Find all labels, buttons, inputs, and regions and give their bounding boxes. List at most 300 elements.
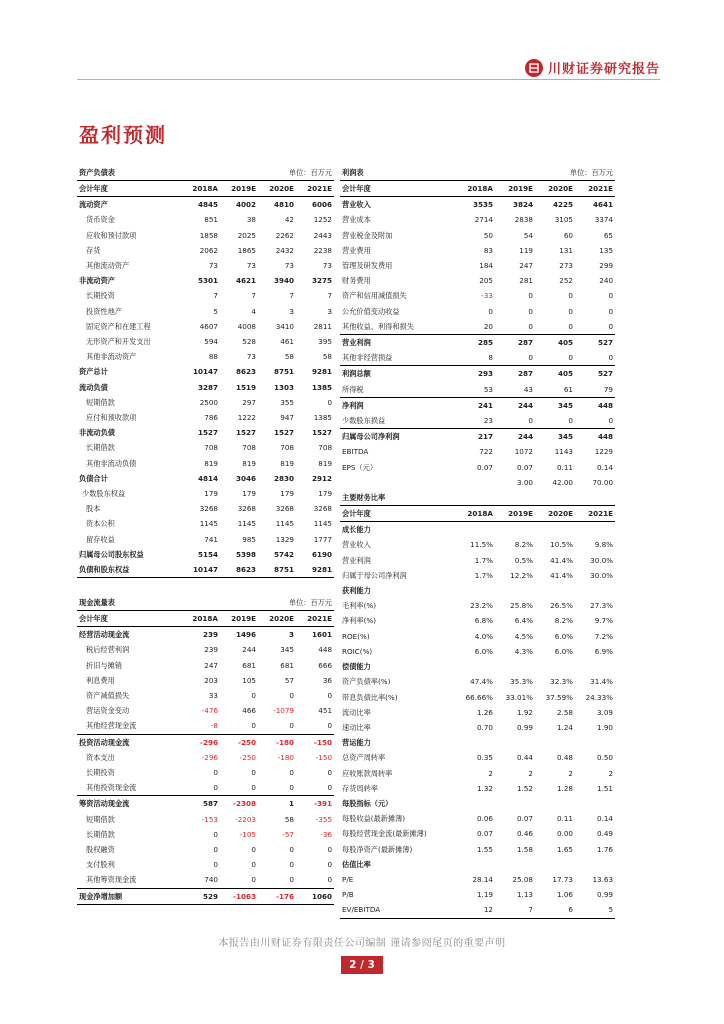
cell-value: 4607 bbox=[199, 321, 218, 331]
cell-value: 247 bbox=[519, 261, 533, 271]
cell-value: -296 bbox=[182, 734, 220, 750]
cell-value: 0 bbox=[251, 875, 256, 885]
brand-name: 川财证券研究报告 bbox=[547, 62, 660, 77]
table-title: 资产负债表 bbox=[79, 168, 115, 177]
cell-value: -150 bbox=[315, 752, 333, 762]
row-label: 长期借款 bbox=[86, 829, 115, 839]
cell-value: 12.2% bbox=[510, 570, 533, 580]
cell-value: 1.76 bbox=[597, 844, 614, 854]
cell-value: 0 bbox=[327, 845, 333, 855]
income-statement-table bbox=[340, 165, 615, 919]
cell-value: 217 bbox=[455, 429, 495, 445]
table-row bbox=[77, 765, 334, 780]
table-row bbox=[340, 413, 615, 429]
cell-value: 2062 bbox=[199, 245, 218, 255]
cell-value: 2830 bbox=[273, 473, 294, 483]
row-label: EPS（元） bbox=[342, 462, 378, 472]
cell-value: 0 bbox=[289, 768, 294, 778]
table-row bbox=[77, 780, 334, 796]
cell-value: 79 bbox=[603, 384, 614, 394]
table-title: 利润表 bbox=[342, 168, 364, 177]
table-row bbox=[77, 627, 334, 643]
cell-value: 0 bbox=[568, 416, 573, 426]
cell-value: 3824 bbox=[512, 200, 533, 210]
cell-value: -36 bbox=[320, 829, 333, 839]
row-label: 长期投资 bbox=[86, 291, 115, 301]
cell-value: 985 bbox=[242, 534, 256, 544]
cell-value: 1145 bbox=[237, 519, 256, 529]
cell-value: 33 bbox=[208, 691, 218, 701]
cell-value: 299 bbox=[599, 261, 614, 271]
table-row bbox=[77, 440, 334, 455]
row-label: 资本公积 bbox=[86, 519, 115, 529]
row-label: 无形资产和开发支出 bbox=[86, 337, 151, 347]
table-row bbox=[340, 781, 615, 796]
table-row bbox=[340, 613, 615, 628]
table-row bbox=[340, 335, 615, 351]
cell-value: 819 bbox=[204, 458, 218, 468]
cell-value: 1145 bbox=[313, 519, 333, 529]
column-header: 会计年度 bbox=[340, 506, 455, 522]
row-label: 短期借款 bbox=[86, 397, 115, 407]
cell-value: 7 bbox=[289, 291, 294, 301]
cell-value: -355 bbox=[315, 814, 333, 824]
unit-label: 单位：百万元 bbox=[288, 168, 333, 177]
cell-value: 2 bbox=[528, 768, 533, 778]
cell-value: 58 bbox=[284, 352, 294, 362]
cell-value: 297 bbox=[242, 397, 256, 407]
cell-value: 8 bbox=[488, 353, 493, 363]
cell-value: 131 bbox=[559, 245, 573, 255]
cell-value: 2 bbox=[608, 768, 614, 778]
cell-value: 0 bbox=[528, 291, 533, 301]
table-row bbox=[77, 501, 334, 516]
cell-value: 26.5% bbox=[550, 601, 573, 611]
cell-value: 11.5% bbox=[470, 540, 493, 550]
cell-value: 1.7% bbox=[474, 570, 493, 580]
cell-value: 345 bbox=[280, 645, 294, 655]
cell-value: -8 bbox=[210, 721, 218, 731]
cell-value: 461 bbox=[280, 337, 294, 347]
cell-value: 9281 bbox=[312, 367, 333, 377]
cell-value: 73 bbox=[284, 261, 294, 271]
cell-value: 1777 bbox=[313, 534, 333, 544]
cell-value: 2432 bbox=[275, 245, 294, 255]
row-label: 投资活动现金流 bbox=[77, 734, 182, 750]
cell-value: 0.5% bbox=[514, 555, 533, 565]
cell-value: 3287 bbox=[197, 382, 218, 392]
cell-value: 1143 bbox=[554, 447, 573, 457]
cell-value: 0 bbox=[213, 768, 218, 778]
cell-value: 0 bbox=[568, 353, 573, 363]
table-row bbox=[340, 629, 615, 644]
table-row bbox=[340, 902, 615, 918]
column-header: 2021E bbox=[296, 181, 334, 197]
cell-value: 1.28 bbox=[556, 783, 573, 793]
cell-value bbox=[455, 735, 495, 750]
cell-value: 1.32 bbox=[476, 783, 493, 793]
cell-value: 1527 bbox=[273, 428, 294, 438]
cell-value: 0 bbox=[327, 397, 333, 407]
cell-value: 0 bbox=[251, 768, 256, 778]
cell-value: 6.4% bbox=[514, 616, 533, 626]
cell-value: 239 bbox=[202, 630, 218, 640]
cell-value: 0.07 bbox=[516, 814, 533, 824]
row-label: EBITDA bbox=[342, 447, 369, 457]
column-header: 会计年度 bbox=[77, 181, 182, 197]
row-label: 财务费用 bbox=[342, 276, 371, 286]
row-label: 税后经营利润 bbox=[86, 645, 130, 655]
cell-value: 0 bbox=[608, 321, 614, 331]
cell-value: 1.13 bbox=[516, 890, 533, 900]
row-label: 其他收益、利得和损失 bbox=[342, 321, 414, 331]
table-row bbox=[340, 766, 615, 781]
cell-value: 0.00 bbox=[556, 829, 573, 839]
cell-value: 1858 bbox=[199, 230, 218, 240]
cell-value: 42.00 bbox=[552, 477, 573, 487]
cell-value: 3046 bbox=[235, 473, 256, 483]
cell-value: 10147 bbox=[192, 367, 218, 377]
header-brand bbox=[525, 58, 660, 77]
cell-value: -153 bbox=[201, 814, 218, 824]
row-label: 带息负债比率(%) bbox=[342, 692, 398, 702]
table-row bbox=[77, 842, 334, 857]
cell-value: -250 bbox=[220, 734, 258, 750]
row-label: 成长能力 bbox=[342, 525, 371, 535]
cell-value: 345 bbox=[535, 429, 575, 445]
cell-value: 0 bbox=[289, 875, 294, 885]
row-label: 非流动负债 bbox=[79, 428, 115, 438]
cell-value: 57 bbox=[284, 675, 294, 685]
cell-value: 3268 bbox=[313, 504, 333, 514]
column-header: 2019E bbox=[495, 181, 535, 197]
cell-value: 7 bbox=[327, 291, 333, 301]
column-header: 2018A bbox=[455, 506, 495, 522]
cell-value: 4814 bbox=[197, 473, 218, 483]
cell-value: 0 bbox=[251, 783, 256, 793]
table-row bbox=[340, 644, 615, 659]
cell-value: 355 bbox=[280, 397, 294, 407]
row-label: EV/EBITDA bbox=[340, 902, 455, 918]
row-label: 其他非流动负债 bbox=[86, 458, 137, 468]
table-row bbox=[77, 718, 334, 734]
cell-value bbox=[455, 857, 495, 872]
cell-value: 135 bbox=[599, 245, 614, 255]
cell-value: 252 bbox=[559, 276, 573, 286]
cell-value: 61 bbox=[563, 384, 573, 394]
row-label: 长期借款 bbox=[86, 443, 115, 453]
table-row bbox=[77, 872, 334, 888]
row-label: 资产和信用减值损失 bbox=[342, 291, 407, 301]
table-row bbox=[340, 705, 615, 720]
cell-value: 819 bbox=[242, 458, 256, 468]
row-label: 营业税金及附加 bbox=[342, 230, 393, 240]
column-header: 2019E bbox=[495, 506, 535, 522]
cell-value: 35.3% bbox=[510, 677, 533, 687]
cell-value: 4 bbox=[251, 306, 256, 316]
table-row bbox=[340, 243, 615, 258]
cell-value: 5 bbox=[575, 902, 615, 918]
cell-value: 17.73 bbox=[552, 874, 573, 884]
cell-value: 1222 bbox=[237, 413, 256, 423]
cell-value: 740 bbox=[204, 875, 218, 885]
cell-value: 0 bbox=[289, 783, 294, 793]
table-row bbox=[340, 197, 615, 213]
row-label: 营运资金变动 bbox=[86, 706, 130, 716]
footer-disclaimer: 本报告由川财证券有限责任公司编制 谨请参阅尾页的重要声明 bbox=[218, 938, 506, 949]
cell-value: 2 bbox=[488, 768, 493, 778]
row-label: ROIC(%) bbox=[342, 646, 373, 656]
cell-value: 38 bbox=[246, 215, 256, 225]
table-row bbox=[340, 228, 615, 243]
row-label: 营业利润 bbox=[342, 555, 371, 565]
cell-value: 73 bbox=[322, 261, 333, 271]
cell-value: -250 bbox=[239, 752, 256, 762]
cell-value: 10147 bbox=[182, 562, 220, 578]
cell-value bbox=[455, 522, 495, 538]
cell-value: 5398 bbox=[235, 549, 256, 559]
column-header: 2020E bbox=[535, 506, 575, 522]
cell-value: 83 bbox=[483, 245, 493, 255]
cell-value: 273 bbox=[559, 261, 573, 271]
row-label: 存货周转率 bbox=[342, 783, 378, 793]
table-row bbox=[340, 366, 615, 382]
cell-value: 20 bbox=[483, 321, 493, 331]
cell-value: 4621 bbox=[235, 276, 256, 286]
column-header: 会计年度 bbox=[77, 611, 182, 627]
cell-value: 3940 bbox=[273, 276, 294, 286]
cell-value bbox=[495, 522, 535, 538]
table-row bbox=[340, 553, 615, 568]
cell-value: 0 bbox=[327, 860, 333, 870]
column-header: 2021E bbox=[296, 611, 334, 627]
cell-value: 0.70 bbox=[476, 722, 493, 732]
row-label: P/E bbox=[342, 874, 354, 884]
cell-value: 0.06 bbox=[476, 814, 493, 824]
cell-value: 105 bbox=[242, 675, 256, 685]
cell-value bbox=[575, 583, 615, 598]
row-label: 少数股东损益 bbox=[342, 416, 386, 426]
unit-label: 单位：百万元 bbox=[288, 598, 333, 607]
table-row bbox=[340, 750, 615, 765]
cell-value: 448 bbox=[575, 397, 615, 413]
table-row bbox=[340, 460, 615, 475]
cell-value: 0 bbox=[213, 829, 218, 839]
cell-value: 3.09 bbox=[597, 707, 614, 717]
table-title-row bbox=[340, 165, 615, 181]
cell-value: 0.50 bbox=[597, 753, 614, 763]
row-label: 每股经营现金流(最新摊薄) bbox=[342, 829, 427, 839]
cell-value: 819 bbox=[318, 458, 333, 468]
cell-value: 0.99 bbox=[516, 722, 533, 732]
table-row bbox=[77, 364, 334, 379]
table-title: 现金流量表 bbox=[79, 598, 115, 607]
row-label: 流动资产 bbox=[79, 200, 108, 210]
column-header: 2019E bbox=[220, 181, 258, 197]
cell-value: 2443 bbox=[313, 230, 333, 240]
cell-value: 179 bbox=[204, 489, 218, 499]
cell-value bbox=[495, 857, 535, 872]
cell-value: 60 bbox=[563, 230, 573, 240]
cell-value: 3268 bbox=[199, 504, 218, 514]
column-header: 2020E bbox=[258, 181, 296, 197]
cell-value: 1865 bbox=[237, 245, 256, 255]
cell-value: 241 bbox=[455, 397, 495, 413]
cell-value: 0.07 bbox=[476, 829, 493, 839]
cell-value: 0 bbox=[528, 306, 533, 316]
table-row bbox=[340, 887, 615, 902]
table-row bbox=[77, 486, 334, 501]
cell-value: 30.0% bbox=[590, 555, 614, 565]
table-row bbox=[340, 674, 615, 689]
cell-value: 8.2% bbox=[554, 616, 573, 626]
cell-value: 0.07 bbox=[476, 462, 493, 472]
cell-value: 23.2% bbox=[470, 601, 493, 611]
cell-value: 8623 bbox=[220, 562, 258, 578]
cell-value: 9.7% bbox=[594, 616, 614, 626]
cell-value: 3105 bbox=[554, 215, 573, 225]
table-row bbox=[77, 796, 334, 812]
cell-value: 50 bbox=[483, 230, 493, 240]
row-label: 归属母公司股东权益 bbox=[79, 549, 144, 559]
cell-value: 1496 bbox=[235, 630, 256, 640]
cell-value: 4.3% bbox=[514, 646, 533, 656]
cell-value: 27.3% bbox=[590, 601, 614, 611]
cell-value: 24.33% bbox=[585, 692, 614, 702]
ratios-title: 主要财务比率 bbox=[342, 493, 386, 503]
column-header: 2020E bbox=[258, 611, 296, 627]
column-header: 2018A bbox=[182, 611, 220, 627]
cell-value: 2238 bbox=[313, 245, 333, 255]
cell-value: 179 bbox=[318, 489, 333, 499]
cell-value: 5 bbox=[213, 306, 218, 316]
table-row bbox=[77, 288, 334, 303]
row-label: 利息费用 bbox=[86, 675, 115, 685]
cell-value: 6.0% bbox=[554, 646, 573, 656]
column-header: 会计年度 bbox=[340, 181, 455, 197]
table-row bbox=[77, 212, 334, 227]
row-label bbox=[340, 475, 455, 490]
row-label: 短期借款 bbox=[86, 814, 115, 824]
table-row bbox=[77, 658, 334, 673]
cell-value: 65 bbox=[603, 230, 614, 240]
cell-value: 0 bbox=[608, 353, 614, 363]
cell-value: 0 bbox=[251, 691, 256, 701]
page-title: 盈利预测 bbox=[79, 123, 167, 147]
cell-value: 1.55 bbox=[476, 844, 493, 854]
cell-value: 1385 bbox=[312, 382, 333, 392]
row-label: 支付股利 bbox=[86, 860, 115, 870]
cell-value: 0 bbox=[327, 768, 333, 778]
cell-value: 0 bbox=[327, 875, 333, 885]
cell-value: 741 bbox=[204, 534, 218, 544]
cell-value: 1145 bbox=[275, 519, 294, 529]
column-header-row bbox=[77, 181, 334, 197]
cell-value: 1.19 bbox=[476, 890, 493, 900]
cell-value: 4.0% bbox=[474, 631, 493, 641]
cell-value: 0 bbox=[528, 353, 533, 363]
table-row bbox=[77, 734, 334, 750]
cell-value: 708 bbox=[242, 443, 256, 453]
cell-value: 4641 bbox=[593, 200, 614, 210]
cell-value: 2262 bbox=[275, 230, 294, 240]
cell-value: 0.35 bbox=[476, 753, 493, 763]
row-label: 归属母公司净利润 bbox=[340, 429, 455, 445]
cell-value: 1.90 bbox=[597, 722, 614, 732]
table-row bbox=[340, 842, 615, 857]
cell-value: -1063 bbox=[220, 888, 258, 904]
table-row bbox=[340, 212, 615, 227]
cell-value: 6.0% bbox=[554, 631, 573, 641]
table-row bbox=[77, 395, 334, 410]
cell-value: 41.4% bbox=[550, 570, 573, 580]
cell-value: 0 bbox=[327, 691, 333, 701]
table-row bbox=[340, 583, 615, 598]
cell-value: -150 bbox=[296, 734, 334, 750]
cell-value: 0 bbox=[327, 783, 333, 793]
cell-value: 451 bbox=[318, 706, 333, 716]
table-row bbox=[77, 410, 334, 425]
table-row bbox=[77, 750, 334, 765]
cell-value: -296 bbox=[201, 752, 218, 762]
cell-value: 1 bbox=[258, 796, 296, 812]
cell-value: 0 bbox=[289, 845, 294, 855]
cell-value: 4.5% bbox=[514, 631, 533, 641]
cell-value: 3410 bbox=[275, 321, 294, 331]
table-row bbox=[340, 288, 615, 303]
row-label: 营业成本 bbox=[342, 215, 371, 225]
cell-value bbox=[575, 735, 615, 750]
table-title-row bbox=[77, 165, 334, 181]
row-label: 每股收益(最新摊薄) bbox=[342, 814, 406, 824]
row-label: 营业收入 bbox=[342, 200, 371, 210]
cell-value: 1.65 bbox=[556, 844, 573, 854]
cell-value: 240 bbox=[599, 276, 614, 286]
cell-value: 594 bbox=[204, 337, 218, 347]
cell-value: 23 bbox=[483, 416, 493, 426]
cell-value: 405 bbox=[535, 366, 575, 382]
cell-value: 448 bbox=[318, 645, 333, 655]
table-row bbox=[340, 659, 615, 674]
cell-value: 708 bbox=[318, 443, 333, 453]
cell-value: 0 bbox=[251, 845, 256, 855]
cell-value: 466 bbox=[242, 706, 256, 716]
row-label: 资产负债率(%) bbox=[342, 677, 391, 687]
cell-value: 3268 bbox=[275, 504, 294, 514]
table-row bbox=[77, 197, 334, 213]
cell-value: 529 bbox=[182, 888, 220, 904]
cell-value: 37.59% bbox=[545, 692, 573, 702]
cell-value: 0 bbox=[289, 691, 294, 701]
table-title-row bbox=[77, 595, 334, 611]
table-row bbox=[77, 273, 334, 288]
row-label: 公允价值变动收益 bbox=[342, 306, 400, 316]
brand-logo-icon bbox=[525, 59, 543, 77]
table-row bbox=[77, 349, 334, 364]
cell-value: 708 bbox=[204, 443, 218, 453]
cell-value: 0.48 bbox=[556, 753, 573, 763]
cell-value: -33 bbox=[481, 291, 493, 301]
cell-value: 1527 bbox=[235, 428, 256, 438]
cell-value: 1.06 bbox=[556, 890, 573, 900]
row-label: 投资性地产 bbox=[86, 306, 122, 316]
ratios-title-row bbox=[340, 490, 615, 506]
cell-value: 36 bbox=[322, 675, 333, 685]
row-label: 偿债能力 bbox=[342, 662, 371, 672]
table-row bbox=[340, 304, 615, 319]
table-row bbox=[77, 888, 334, 904]
table-row bbox=[340, 872, 615, 887]
